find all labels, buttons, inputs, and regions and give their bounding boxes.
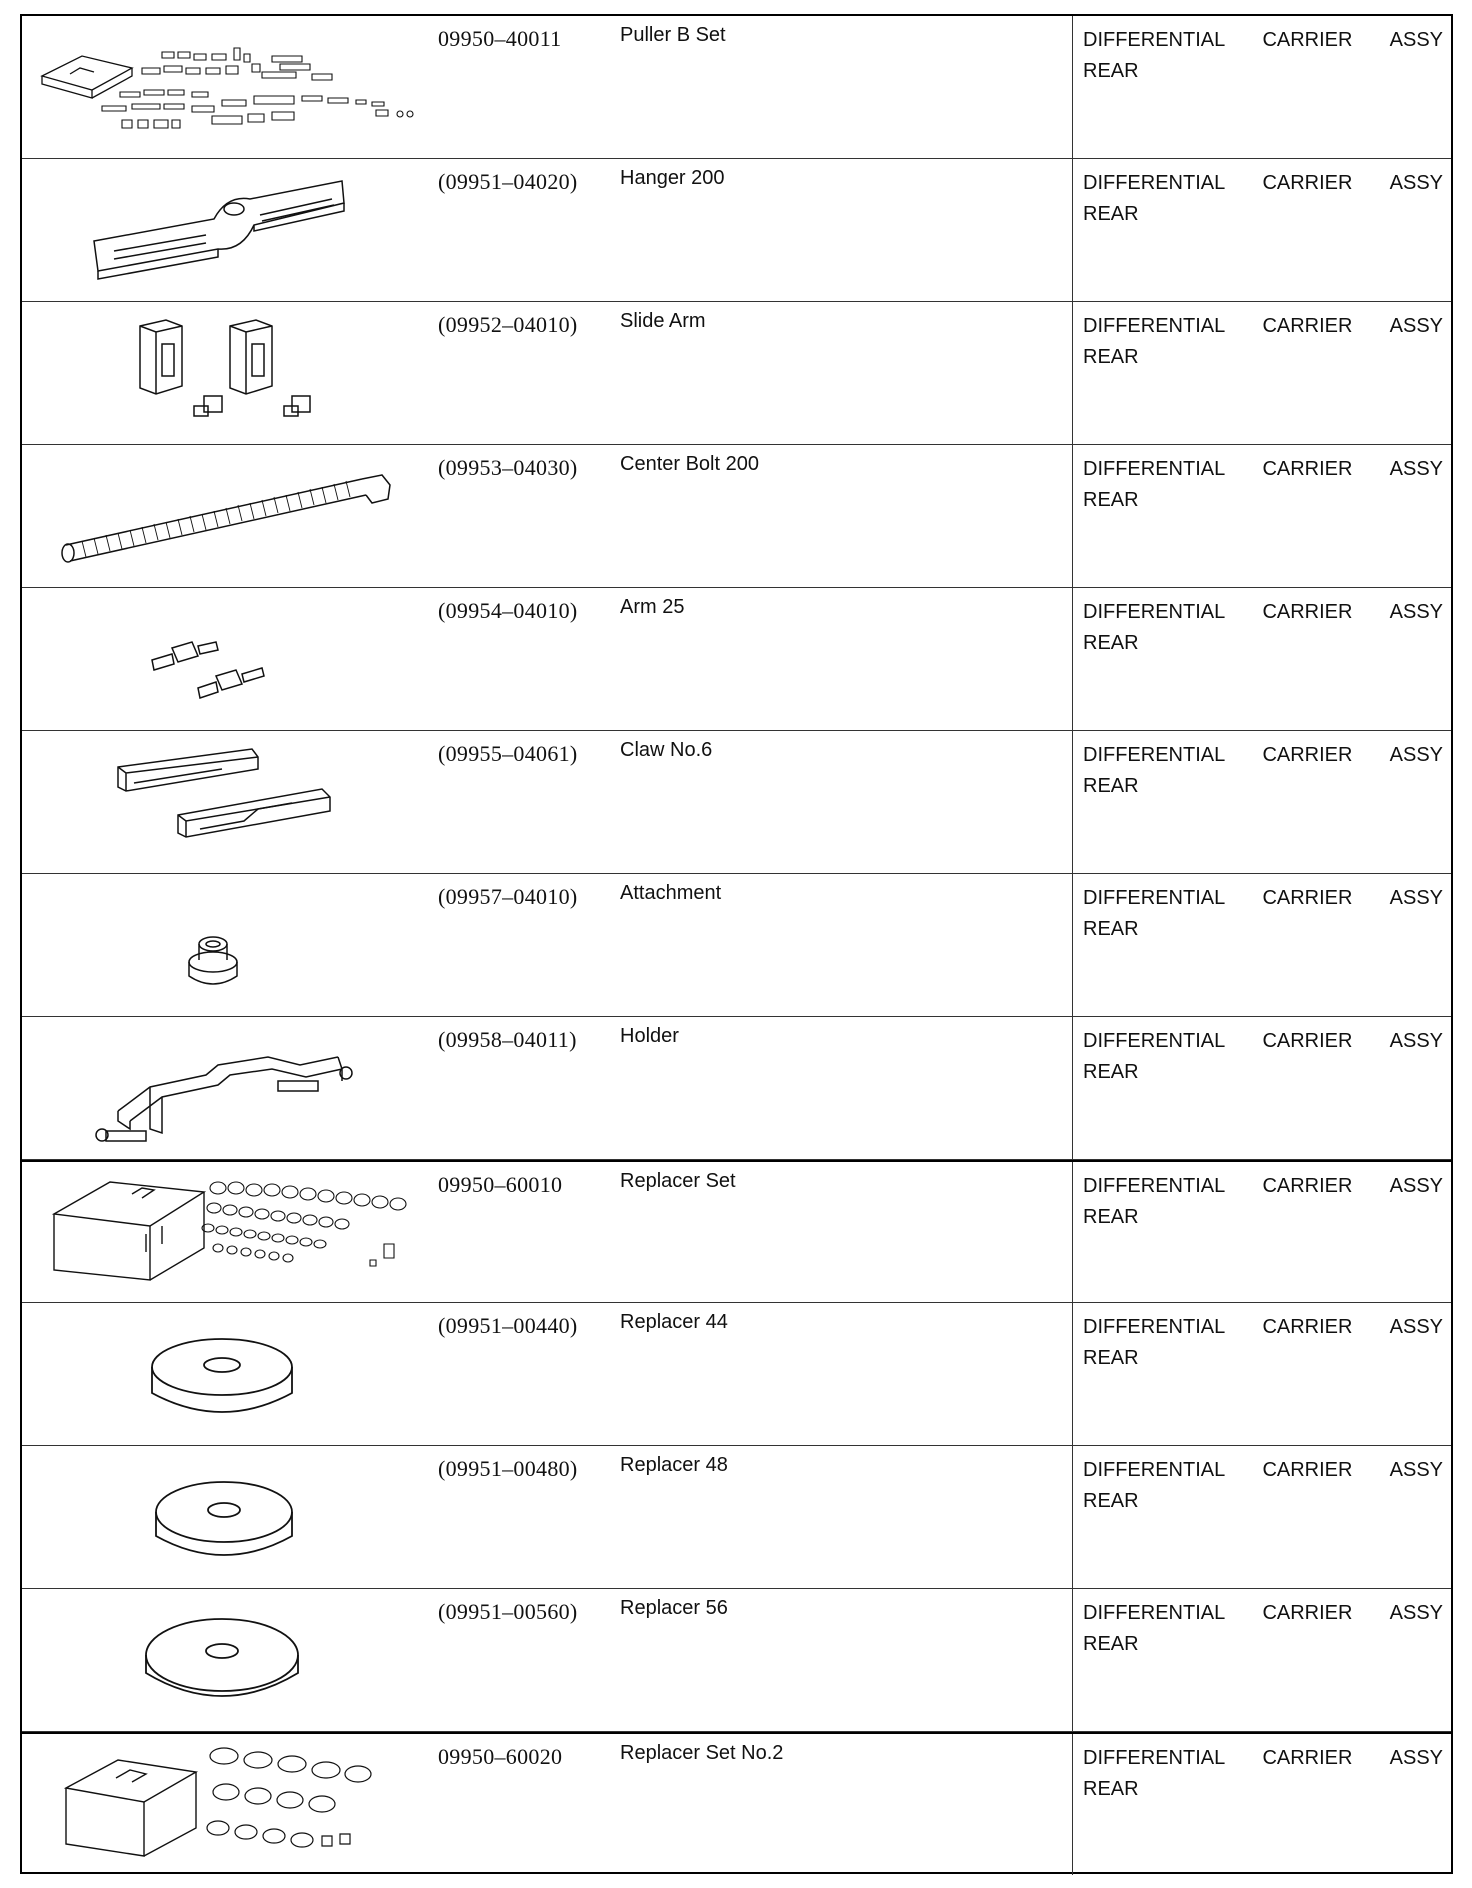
usage-word: DIFFERENTIAL bbox=[1083, 1030, 1226, 1052]
tool-name: Holder bbox=[620, 1025, 679, 1047]
usage-word: REAR bbox=[1083, 1490, 1139, 1512]
tool-name: Attachment bbox=[620, 882, 722, 904]
usage-word: CARRIER bbox=[1262, 887, 1353, 909]
usage-word: DIFFERENTIAL bbox=[1083, 29, 1226, 51]
usage-cell bbox=[1072, 1734, 1455, 1875]
usage-cell bbox=[1072, 302, 1455, 444]
holder-icon bbox=[22, 1017, 434, 1159]
usage-cell bbox=[1072, 1017, 1455, 1159]
usage-cell bbox=[1072, 731, 1455, 873]
usage-word: CARRIER bbox=[1262, 1316, 1353, 1338]
usage-word: ASSY bbox=[1389, 1175, 1443, 1197]
tool-name: Arm 25 bbox=[620, 596, 685, 618]
usage-word: DIFFERENTIAL bbox=[1083, 172, 1226, 194]
usage-word: REAR bbox=[1083, 775, 1139, 797]
table-row bbox=[22, 1732, 1451, 1875]
usage-cell bbox=[1072, 588, 1455, 730]
usage-word: CARRIER bbox=[1262, 1747, 1353, 1769]
replacer-set-icon bbox=[22, 1734, 434, 1875]
usage-word: CARRIER bbox=[1262, 1030, 1353, 1052]
part-number: (09951–00560) bbox=[438, 1599, 578, 1624]
tool-name: Replacer Set bbox=[620, 1170, 736, 1192]
usage-word: REAR bbox=[1083, 346, 1139, 368]
tool-name: Replacer 44 bbox=[620, 1311, 728, 1333]
usage-word: REAR bbox=[1083, 1206, 1139, 1228]
usage-word: ASSY bbox=[1389, 744, 1443, 766]
usage-word: ASSY bbox=[1389, 1602, 1443, 1624]
tool-name: Replacer Set No.2 bbox=[620, 1742, 784, 1764]
part-number: (09957–04010) bbox=[438, 884, 578, 909]
usage-word: DIFFERENTIAL bbox=[1083, 1747, 1226, 1769]
part-number: (09951–04020) bbox=[438, 169, 578, 194]
usage-word: ASSY bbox=[1389, 315, 1443, 337]
tool-name: Center Bolt 200 bbox=[620, 453, 759, 475]
table-row bbox=[22, 1303, 1451, 1446]
usage-word: CARRIER bbox=[1262, 601, 1353, 623]
table-row bbox=[22, 588, 1451, 731]
part-number: (09954–04010) bbox=[438, 598, 578, 623]
usage-word: DIFFERENTIAL bbox=[1083, 1316, 1226, 1338]
part-number: (09952–04010) bbox=[438, 312, 578, 337]
tool-name: Puller B Set bbox=[620, 24, 726, 46]
part-number: (09958–04011) bbox=[438, 1027, 577, 1052]
part-number: (09951–00440) bbox=[438, 1313, 578, 1338]
puller-b-set-icon bbox=[22, 16, 434, 158]
center-bolt-icon bbox=[22, 445, 434, 587]
part-number: 09950–40011 bbox=[438, 26, 562, 51]
usage-word: ASSY bbox=[1389, 29, 1443, 51]
usage-cell bbox=[1072, 445, 1455, 587]
usage-word: ASSY bbox=[1389, 1030, 1443, 1052]
slide-arm-icon bbox=[22, 302, 434, 444]
usage-word: ASSY bbox=[1389, 887, 1443, 909]
usage-word: DIFFERENTIAL bbox=[1083, 601, 1226, 623]
table-row bbox=[22, 159, 1451, 302]
table-row bbox=[22, 1446, 1451, 1589]
usage-word: DIFFERENTIAL bbox=[1083, 744, 1226, 766]
replacer-disc-icon bbox=[22, 1303, 434, 1445]
table-row bbox=[22, 302, 1451, 445]
usage-word: DIFFERENTIAL bbox=[1083, 315, 1226, 337]
usage-word: ASSY bbox=[1389, 458, 1443, 480]
claw-icon bbox=[22, 731, 434, 873]
usage-word: REAR bbox=[1083, 1778, 1139, 1800]
usage-word: REAR bbox=[1083, 1061, 1139, 1083]
usage-word: CARRIER bbox=[1262, 29, 1353, 51]
tool-name: Replacer 48 bbox=[620, 1454, 728, 1476]
usage-word: CARRIER bbox=[1262, 458, 1353, 480]
usage-word: CARRIER bbox=[1262, 744, 1353, 766]
usage-cell bbox=[1072, 1303, 1455, 1445]
usage-word: CARRIER bbox=[1262, 1175, 1353, 1197]
tool-name: Claw No.6 bbox=[620, 739, 713, 761]
usage-word: DIFFERENTIAL bbox=[1083, 887, 1226, 909]
part-number: (09951–00480) bbox=[438, 1456, 578, 1481]
usage-word: ASSY bbox=[1389, 172, 1443, 194]
usage-word: CARRIER bbox=[1262, 1602, 1353, 1624]
tool-name: Replacer 56 bbox=[620, 1597, 728, 1619]
part-number: 09950–60020 bbox=[438, 1744, 563, 1769]
usage-word: REAR bbox=[1083, 1633, 1139, 1655]
usage-word: REAR bbox=[1083, 918, 1139, 940]
replacer-disc-icon bbox=[22, 1589, 434, 1731]
usage-cell bbox=[1072, 1446, 1455, 1588]
hanger-icon bbox=[22, 159, 434, 301]
special-service-tools-table bbox=[20, 14, 1453, 1874]
part-number: 09950–60010 bbox=[438, 1172, 563, 1197]
usage-word: CARRIER bbox=[1262, 315, 1353, 337]
usage-word: ASSY bbox=[1389, 1747, 1443, 1769]
usage-word: REAR bbox=[1083, 632, 1139, 654]
table-row bbox=[22, 731, 1451, 874]
attachment-icon bbox=[22, 874, 434, 1016]
usage-word: ASSY bbox=[1389, 601, 1443, 623]
part-number: (09955–04061) bbox=[438, 741, 578, 766]
usage-word: REAR bbox=[1083, 60, 1139, 82]
usage-word: CARRIER bbox=[1262, 172, 1353, 194]
usage-cell bbox=[1072, 874, 1455, 1016]
table-row bbox=[22, 445, 1451, 588]
usage-word: ASSY bbox=[1389, 1316, 1443, 1338]
replacer-set-icon bbox=[22, 1162, 434, 1302]
usage-word: DIFFERENTIAL bbox=[1083, 1175, 1226, 1197]
arm-icon bbox=[22, 588, 434, 730]
usage-word: REAR bbox=[1083, 1347, 1139, 1369]
replacer-disc-icon bbox=[22, 1446, 434, 1588]
usage-word: DIFFERENTIAL bbox=[1083, 1602, 1226, 1624]
usage-word: REAR bbox=[1083, 489, 1139, 511]
usage-word: REAR bbox=[1083, 203, 1139, 225]
part-number: (09953–04030) bbox=[438, 455, 578, 480]
table-row bbox=[22, 1017, 1451, 1160]
usage-word: DIFFERENTIAL bbox=[1083, 458, 1226, 480]
usage-word: CARRIER bbox=[1262, 1459, 1353, 1481]
usage-cell bbox=[1072, 1589, 1455, 1731]
tool-name: Slide Arm bbox=[620, 310, 706, 332]
usage-word: ASSY bbox=[1389, 1459, 1443, 1481]
usage-cell bbox=[1072, 1162, 1455, 1302]
usage-cell bbox=[1072, 159, 1455, 301]
usage-cell bbox=[1072, 16, 1455, 158]
table-row bbox=[22, 874, 1451, 1017]
table-row bbox=[22, 1589, 1451, 1732]
table-row bbox=[22, 1160, 1451, 1303]
table-row bbox=[22, 16, 1451, 159]
tool-name: Hanger 200 bbox=[620, 167, 725, 189]
usage-word: DIFFERENTIAL bbox=[1083, 1459, 1226, 1481]
